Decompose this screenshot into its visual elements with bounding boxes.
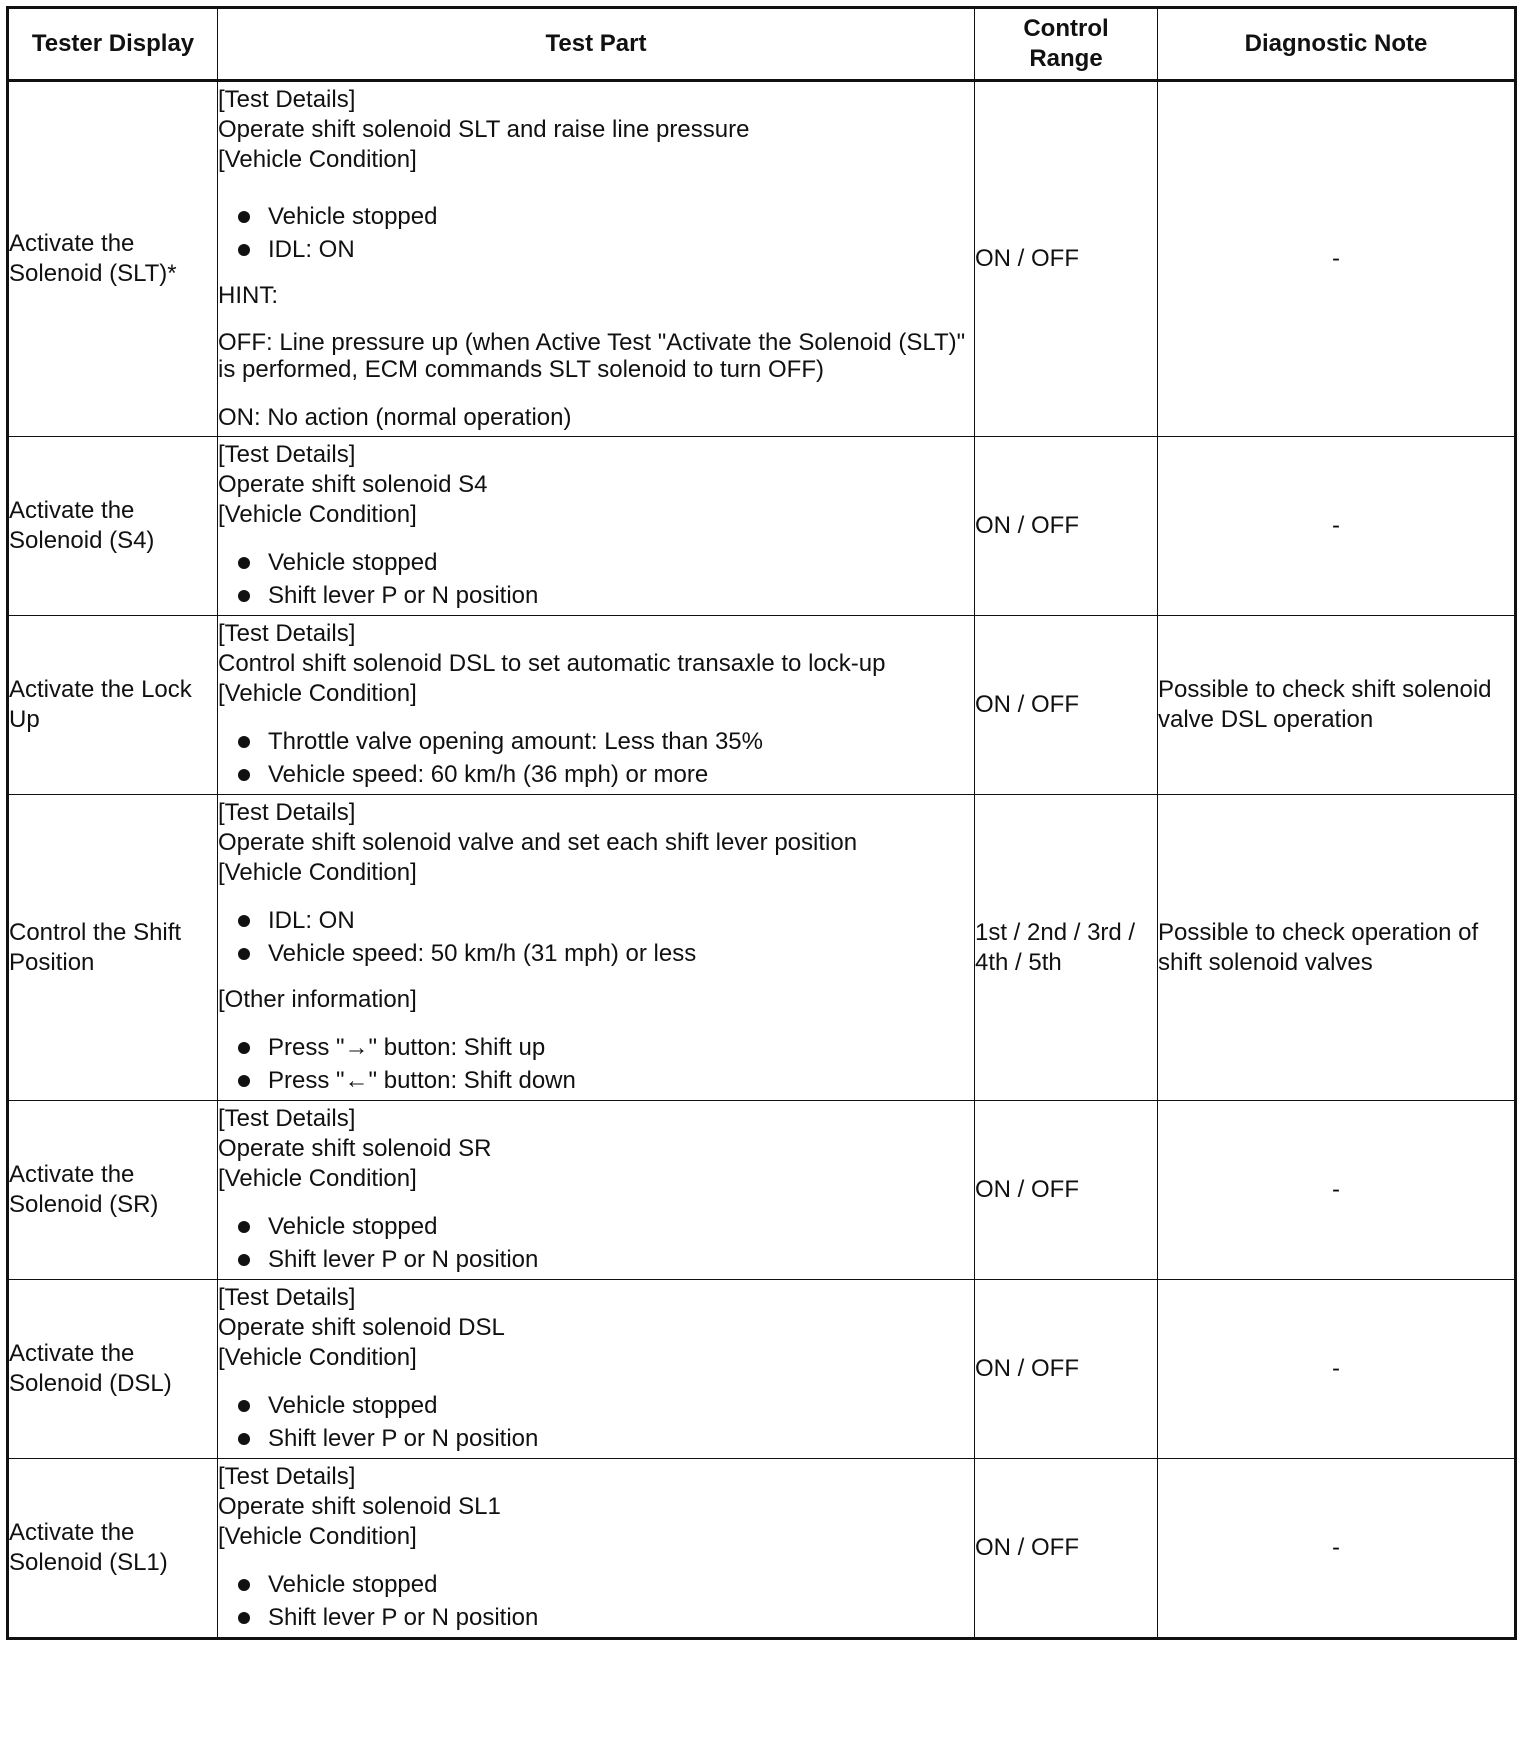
vehicle-condition-label: [Vehicle Condition]: [218, 680, 417, 707]
vehicle-condition-label: [Vehicle Condition]: [218, 1523, 417, 1550]
condition-item: Vehicle stopped: [218, 1389, 974, 1422]
condition-list: [218, 546, 974, 612]
diagnostic-note-cell: Possible to check operation of shift solenoid valves: [1158, 795, 1516, 1101]
header-tester-display: Tester Display: [8, 8, 218, 81]
tester-display-cell: Activate the Lock Up: [8, 616, 218, 795]
diagnostic-note-cell: -: [1158, 1101, 1516, 1280]
test-details-label: [Test Details]: [218, 1463, 356, 1490]
condition-item: Vehicle stopped: [218, 1210, 974, 1243]
test-details-text: Operate shift solenoid valve and set each shift lever position: [218, 829, 858, 856]
condition-list: [218, 200, 974, 266]
vehicle-condition-label: [Vehicle Condition]: [218, 146, 417, 173]
table-row: [8, 1280, 1516, 1459]
vehicle-condition-label: [Vehicle Condition]: [218, 1165, 417, 1192]
table-row: [8, 616, 1516, 795]
test-details-text: Control shift solenoid DSL to set automatic transaxle to lock-up: [218, 650, 886, 677]
test-details-label: [Test Details]: [218, 86, 356, 113]
tester-display-cell: Activate the Solenoid (DSL): [8, 1280, 218, 1459]
condition-item: Vehicle speed: 60 km/h (36 mph) or more: [218, 758, 974, 791]
condition-item: Shift lever P or N position: [218, 1601, 974, 1634]
condition-item: Vehicle stopped: [218, 200, 974, 233]
control-range-cell: ON / OFF: [975, 437, 1158, 616]
test-details-text: Operate shift solenoid SL1: [218, 1493, 501, 1520]
test-details-label: [Test Details]: [218, 441, 356, 468]
condition-item: Vehicle speed: 50 km/h (31 mph) or less: [218, 937, 974, 970]
table-header-row: [8, 8, 1516, 81]
test-part-cell: [218, 437, 975, 616]
tester-display-cell: Activate the Solenoid (SL1): [8, 1459, 218, 1639]
vehicle-condition-label: [Vehicle Condition]: [218, 1344, 417, 1371]
condition-list: [218, 1568, 974, 1634]
test-details-label: [Test Details]: [218, 1105, 356, 1132]
diagnostic-note-cell: -: [1158, 81, 1516, 437]
control-range-cell: ON / OFF: [975, 1280, 1158, 1459]
condition-item: Shift lever P or N position: [218, 1422, 974, 1455]
diagnostic-note-cell: -: [1158, 1459, 1516, 1639]
table-row: [8, 1101, 1516, 1280]
other-info-list: [218, 1031, 974, 1097]
vehicle-condition-label: [Vehicle Condition]: [218, 501, 417, 528]
condition-list: [218, 725, 974, 791]
diagnostic-note-cell: -: [1158, 1280, 1516, 1459]
condition-item: IDL: ON: [218, 233, 974, 266]
hint-on-text: ON: No action (normal operation): [218, 404, 572, 431]
other-info-item: Press "←" button: Shift down: [218, 1064, 974, 1097]
diagnostic-note-cell: -: [1158, 437, 1516, 616]
condition-item: Vehicle stopped: [218, 1568, 974, 1601]
test-part-cell: [218, 81, 975, 437]
test-details-label: [Test Details]: [218, 1284, 356, 1311]
hint-off-text: OFF: Line pressure up (when Active Test "Activate the Solenoid (SLT)" is performed, ECM commands SLT solenoid to turn OFF): [218, 329, 972, 383]
hint-label: HINT:: [218, 282, 278, 309]
header-control-range: Control Range: [975, 8, 1158, 81]
header-diagnostic-note: Diagnostic Note: [1158, 8, 1516, 81]
tester-display-cell: Control the Shift Position: [8, 795, 218, 1101]
table-row: [8, 795, 1516, 1101]
tester-display-cell: Activate the Solenoid (S4): [8, 437, 218, 616]
condition-item: Vehicle stopped: [218, 546, 974, 579]
condition-item: Throttle valve opening amount: Less than 35%: [218, 725, 974, 758]
table-row: [8, 1459, 1516, 1639]
control-range-cell: ON / OFF: [975, 1101, 1158, 1280]
test-part-cell: [218, 1101, 975, 1280]
control-range-cell: 1st / 2nd / 3rd / 4th / 5th: [975, 795, 1158, 1101]
table-row: [8, 81, 1516, 437]
tester-display-cell: Activate the Solenoid (SLT)*: [8, 81, 218, 437]
test-details-label: [Test Details]: [218, 620, 356, 647]
header-test-part: Test Part: [218, 8, 975, 81]
condition-list: [218, 904, 974, 970]
diagnostic-note-cell: Possible to check shift solenoid valve DSL operation: [1158, 616, 1516, 795]
active-test-table: [6, 6, 1517, 1640]
condition-item: Shift lever P or N position: [218, 579, 974, 612]
control-range-cell: ON / OFF: [975, 1459, 1158, 1639]
vehicle-condition-label: [Vehicle Condition]: [218, 859, 417, 886]
condition-list: [218, 1210, 974, 1276]
control-range-cell: ON / OFF: [975, 616, 1158, 795]
tester-display-cell: Activate the Solenoid (SR): [8, 1101, 218, 1280]
test-details-text: Operate shift solenoid SLT and raise line pressure: [218, 116, 750, 143]
control-range-cell: ON / OFF: [975, 81, 1158, 437]
test-details-text: Operate shift solenoid SR: [218, 1135, 492, 1162]
test-details-text: Operate shift solenoid S4: [218, 471, 488, 498]
condition-item: IDL: ON: [218, 904, 974, 937]
test-part-cell: [218, 616, 975, 795]
condition-list: [218, 1389, 974, 1455]
test-part-cell: [218, 1280, 975, 1459]
test-details-text: Operate shift solenoid DSL: [218, 1314, 505, 1341]
other-info-item: Press "→" button: Shift up: [218, 1031, 974, 1064]
test-details-label: [Test Details]: [218, 799, 356, 826]
table-row: [8, 437, 1516, 616]
test-part-cell: [218, 795, 975, 1101]
test-part-cell: [218, 1459, 975, 1639]
condition-item: Shift lever P or N position: [218, 1243, 974, 1276]
other-info-label: [Other information]: [218, 986, 417, 1013]
